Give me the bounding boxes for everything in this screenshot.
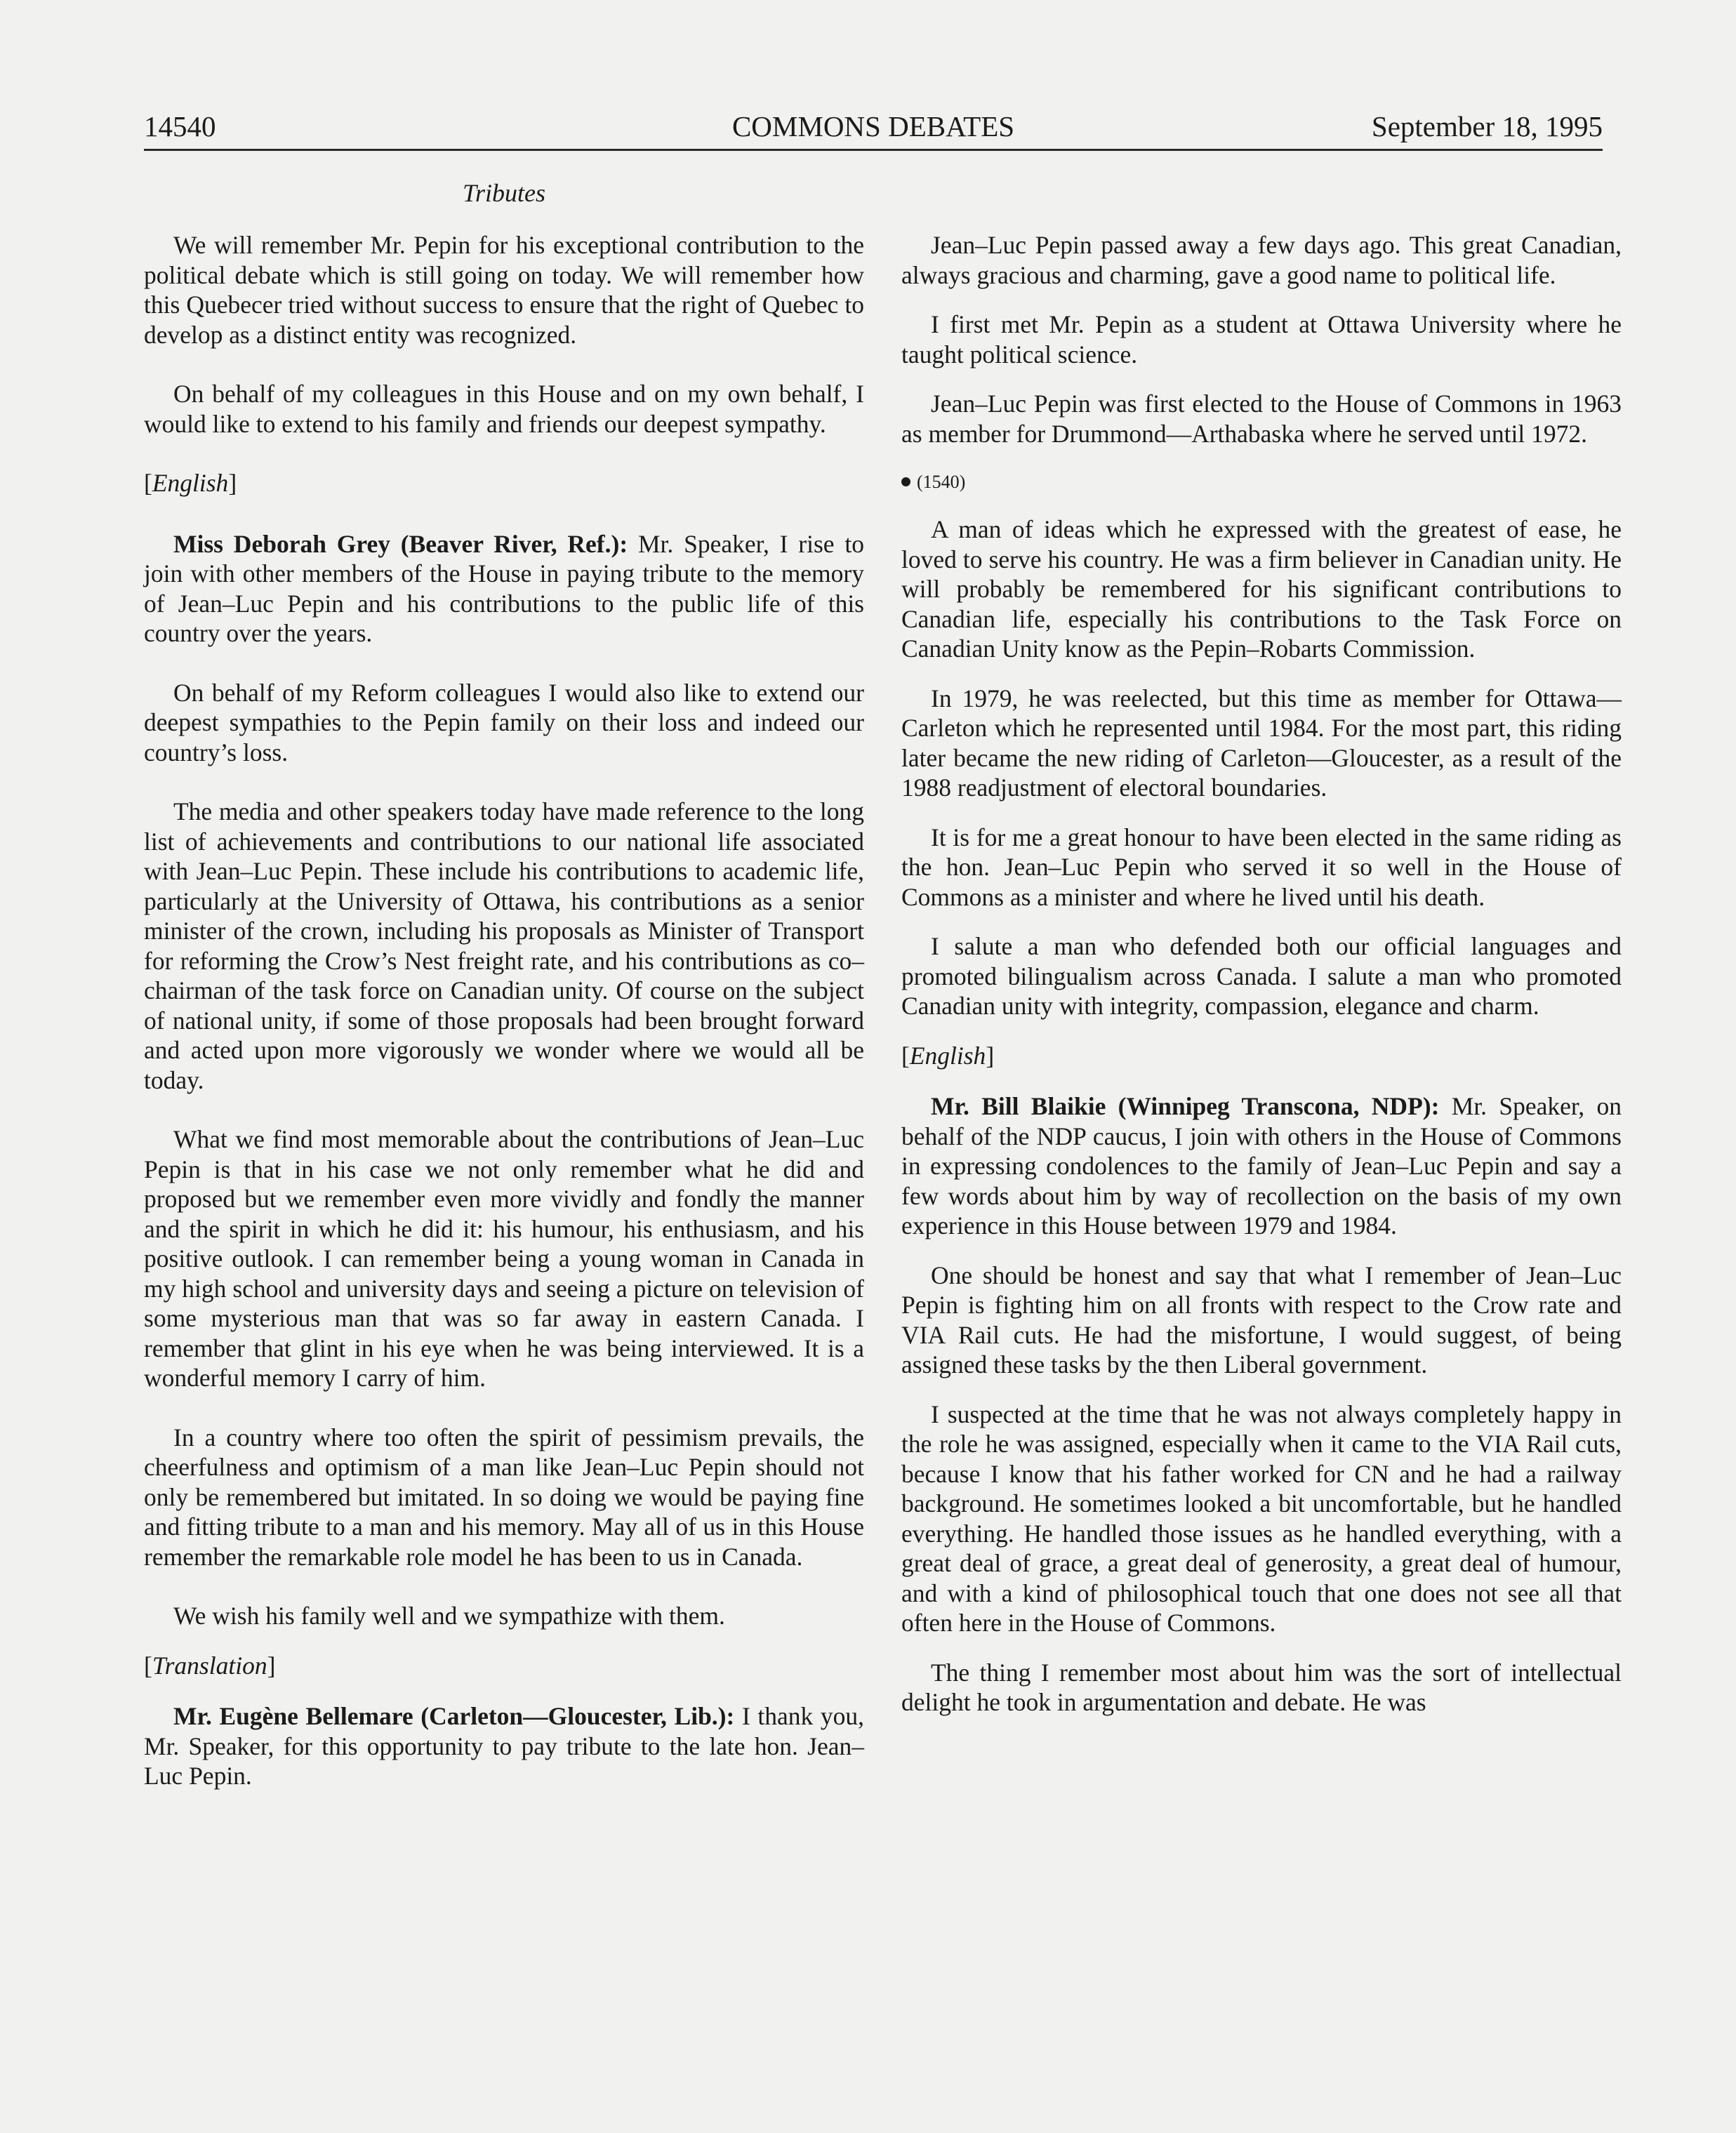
paragraph: A man of ideas which he expressed with the greatest of ease, he loved to serve his country. He was a firm believer in Canadian unity. He will probably be remembered for his significant contributions to Canadian life, especially his contributions to the Task Force on Canadian Unity know as the Pepin–Robarts Commission. bbox=[901, 515, 1622, 663]
speech-paragraph bbox=[144, 529, 864, 649]
running-head bbox=[144, 109, 1603, 144]
time-marker bbox=[901, 468, 1622, 496]
section-title: Tributes bbox=[462, 179, 546, 207]
issue-date: September 18, 1995 bbox=[1371, 110, 1603, 142]
paragraph: We wish his family well and we sympathize with them. bbox=[173, 1602, 725, 1630]
speech-paragraph bbox=[144, 1701, 864, 1791]
paragraph: One should be honest and say that what I remember of Jean–Luc Pepin is fighting him on all fronts with respect to the Crow rate and VIA Rail cuts. He had the misfortune, I would suggest, of being assigned these tasks by the then Liberal government. bbox=[901, 1261, 1622, 1378]
paragraph: I salute a man who defended both our official languages and promoted bilingualism across Canada. I salute a man who promoted Canadian unity with integrity, compassion, elegance and charm. bbox=[901, 932, 1622, 1020]
speech-text: Mr. Speaker, on behalf of the NDP caucus, I join with others in the House of Commons in expressing condolences to the family of Jean–Luc Pepin and say a few words about him by way of recollection on the basis of my own experience in this House between 1979 and 1984. bbox=[901, 1092, 1622, 1240]
paragraph: I first met Mr. Pepin as a student at Ottawa University where he taught political science. bbox=[901, 310, 1622, 368]
language-marker: [English] bbox=[144, 469, 237, 497]
paragraph: It is for me a great honour to have been elected in the same riding as the hon. Jean–Luc Pepin who served it so well in the House of Commons as a minister and where he lived until his death. bbox=[901, 823, 1622, 911]
language-marker: [Translation] bbox=[144, 1651, 276, 1680]
speech-text: Mr. Speaker, I rise to join with other members of the House in paying tribute to the memory of Jean–Luc Pepin and his contributions to the public life of this country over the years. bbox=[144, 529, 864, 647]
paragraph: The thing I remember most about him was the sort of intellectual delight he took in argumentation and debate. He was bbox=[901, 1658, 1622, 1716]
page-number: 14540 bbox=[144, 110, 216, 142]
language-marker-label: English bbox=[152, 469, 229, 497]
speaker-name: Mr. Bill Blaikie (Winnipeg Transcona, NDP): bbox=[931, 1092, 1440, 1120]
speaker-name: Miss Deborah Grey (Beaver River, Ref.): bbox=[173, 529, 628, 558]
right-column bbox=[901, 230, 1622, 1737]
paragraph: In 1979, he was reelected, but this time as member for Ottawa—Carleton which he represented until 1984. For the most part, this riding later became the new riding of Carleton—Gloucester, as a result of the 1988 readjustment of electoral boundaries. bbox=[901, 684, 1622, 802]
paragraph: On behalf of my Reform colleagues I would also like to extend our deepest sympathies to the Pepin family on their loss and indeed our country’s loss. bbox=[144, 678, 864, 766]
paragraph: We will remember Mr. Pepin for his exceptional contribution to the political debate which is still going on today. We will remember how this Quebecer tried without success to ensure that the right of Quebec to develop as a distinct entity was recognized. bbox=[144, 231, 864, 349]
language-marker: [English] bbox=[901, 1041, 995, 1070]
bullet-icon bbox=[901, 477, 910, 486]
language-marker-label: Translation bbox=[152, 1651, 267, 1680]
speech-text: I thank you, Mr. Speaker, for this opportunity to pay tribute to the late hon. Jean–Luc Pepin. bbox=[144, 1702, 864, 1790]
paragraph: The media and other speakers today have made reference to the long list of achievements and contributions to our national life associated with Jean–Luc Pepin. These include his contributions to academic life, particularly at the University of Ottawa, his contributions as a senior minister of the crown, including his proposals as Minister of Transport for reforming the Crow’s Nest freight rate, and his contributions as co–chairman of the task force on Canadian unity. Of course on the subject of national unity, if some of those proposals had been brought forward and acted upon more vigorously we wonder where we would all be today. bbox=[144, 797, 864, 1094]
speaker-name: Mr. Eugène Bellemare (Carleton—Gloucester, Lib.): bbox=[173, 1702, 735, 1730]
paragraph: In a country where too often the spirit of pessimism prevails, the cheerfulness and optimism of a man like Jean–Luc Pepin should not only be remembered but imitated. In so doing we would be paying fine and fitting tribute to a man and his memory. May all of us in this House remember the remarkable role model he has been to us in Canada. bbox=[144, 1423, 864, 1571]
paragraph: I suspected at the time that he was not always completely happy in the role he was assigned, especially when it came to the VIA Rail cuts, because I know that his father worked for CN and he had a railway background. He sometimes looked a bit uncomfortable, but he handled everything. He handled those issues as he handled everything, with a great deal of grace, a great deal of generosity, a great deal of humour, and with a kind of philosophical touch that one does not see all that often here in the House of Commons. bbox=[901, 1400, 1622, 1637]
paragraph: What we find most memorable about the contributions of Jean–Luc Pepin is that in his case we not only remember what he did and proposed but we remember even more vividly and fondly the manner and the spirit in which he did it: his humour, his enthusiasm, and his positive outlook. I can remember being a young woman in Canada in my high school and university days and seeing a picture on television of some mysterious man that was so far away in eastern Canada. I remember that glint in his eye when he was being interviewed. It is a wonderful memory I carry of him. bbox=[144, 1125, 864, 1392]
publication-title: COMMONS DEBATES bbox=[731, 110, 1015, 142]
language-marker-label: English bbox=[909, 1041, 986, 1070]
paragraph: Jean–Luc Pepin was first elected to the House of Commons in 1963 as member for Drummond—Arthabaska where he served until 1972. bbox=[901, 390, 1622, 448]
paragraph: On behalf of my colleagues in this House and on my own behalf, I would like to extend to his family and friends our deepest sympathy. bbox=[144, 380, 864, 438]
left-column bbox=[144, 230, 864, 1811]
speech-paragraph bbox=[901, 1091, 1622, 1241]
time-marker-label: (1540) bbox=[917, 472, 966, 492]
header-rule bbox=[144, 149, 1603, 151]
paragraph: Jean–Luc Pepin passed away a few days ago. This great Canadian, always gracious and charming, gave a good name to political life. bbox=[901, 231, 1622, 289]
